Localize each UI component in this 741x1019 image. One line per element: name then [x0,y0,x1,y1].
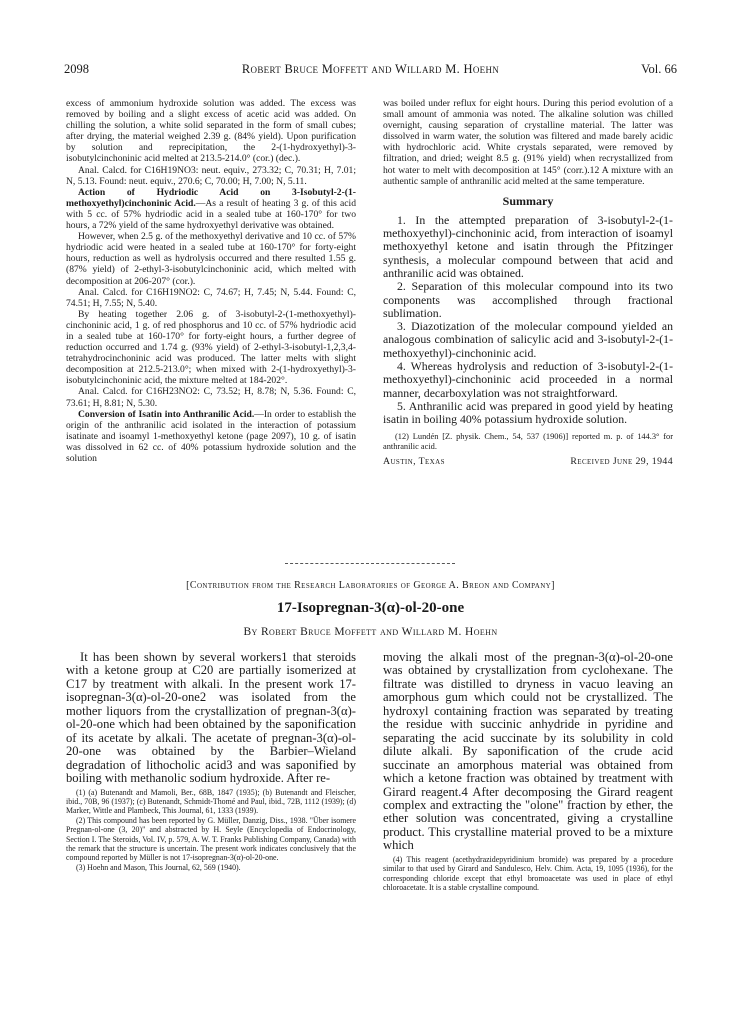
top-left-column [66,98,356,464]
summary-item: 5. Anthranilic acid was prepared in good yield by heating isatin in boiling 40% potassium hydroxide solution. [383,398,673,427]
article-title: 17-Isopregnan-3(α)-ol-20-one [276,600,465,616]
paragraph: It has been shown by several workers1 that steroids with a ketone group at C20 are partially isomerized at C17 by treatment with alkali. In the present work 17-isopregnan-3(α)-ol-20-one2 was isolated from the mother liquors from the crystallization of pregnan-3(α)-ol-20-one which had been obtained by the saponification of its acetate by alkali. The acetate of pregnan-3(α)-ol-20-one was obtained by the Barbier–Wieland degradation of lithocholic acid3 and was saponified by boiling with methanolic sodium hydroxide. After re- [66,650,356,786]
analysis-line: Anal. Calcd. for C16H19NO3: neut. equiv., 273.32; C, 70.31; H, 7.01; N, 5.13. Found: neut. equiv., 270.6; C, 70.00; H, 7.00; N, 5.11. [66,164,356,187]
divider [285,563,455,564]
running-head [64,62,677,78]
top-right-column [383,98,673,470]
bottom-right-column [383,651,673,892]
summary-item: 4. Whereas hydrolysis and reduction of 3-isobutyl-2-(1-methoxyethyl)-cinchoninic acid proceeded in a normal manner, decarboxylation was not straightforward. [383,359,673,400]
paragraph: Action of Hydriodic Acid on 3-Isobutyl-2-(1-methoxyethyl)cinchoninic Acid.—As a result of heating 3 g. of this acid with 5 cc. of 57% hydriodic acid in a sealed tube at 160-170° for two hours, a 72% yield of the same hydroxyethyl derivative was obtained. [66,186,357,232]
byline: By Robert Bruce Moffett and Willard M. Hoehn [243,626,498,638]
footnotes [383,855,673,893]
place: Austin, Texas [383,455,445,467]
footnote: (2) This compound has been reported by G. Müller, Danzig, Diss., 1938. "Über isomere Pregnan-ol-one (3, 20)" and abstracted by H. Seyle (Encyclopedia of Endocrinology, Section I. The Steroids, Vol. IV, p. 579, A. W. T. Franks Publishing Company, Canada) with the remark that the structure is uncertain. The present work indicates conclusively that the compound reported by Müller is not 17-isopregnan-3(α)-ol-20-one. [66,815,356,863]
section-heading: Conversion of Isatin into Anthranilic Acid. [78,408,255,420]
paragraph: However, when 2.5 g. of the methoxyethyl derivative and 10 cc. of 57% hydriodic acid were heated in a sealed tube at 160-170° for forty-eight hours, reduction as well as hydrolysis occurred and there resulted 1.55 g. (87% yield) of 2-ethyl-3-isobutylcinchoninic acid, which melted with decomposition at 206-207° (cor.). [66,231,356,287]
received-date: Received June 29, 1944 [570,455,673,467]
section-heading: Action of Hydriodic Acid on 3-Isobutyl-2-(1-methoxyethyl)cinchoninic Acid. [66,186,356,209]
page-number: 2098 [64,62,89,76]
footnotes [66,788,356,873]
footnote: (12) Lundén [Z. physik. Chem., 54, 537 (1906)] reported m. p. of 144.3° for anthranilic acid. [383,431,673,451]
paragraph: was boiled under reflux for eight hours. During this period evolution of a small amount of ammonia was noted. The alkaline solution was chilled overnight, causing separation of crystalline material. The latter was dissolved in warm water, the solution was filtered and made barely acidic with hydrochloric acid. White crystals separated, were removed by filtration, and dried; weight 8.5 g. (91% yield) when recrystallized from hot water to melt with decomposition at 145° (corr.).12 A mixture with an authentic sample of anthranilic acid melted at the same temperature. [383,98,673,187]
paragraph: Conversion of Isatin into Anthranilic Acid.—In order to establish the origin of the anthranilic acid isolated in the interaction of potassium isatinate and isoamyl 1-methoxyethyl ketone (page 2097), 10 g. of isatin was dissolved in 62 cc. of 40% potassium hydroxide solution and the solution [66,408,356,464]
footnote: (1) (a) Butenandt and Mamoli, Ber., 68B, 1847 (1935); (b) Butenandt and Fleischer, ibid., 70B, 96 (1937); (c) Butenandt, Schmidt-Thomé and Paul, ibid., 72B, 1112 (1939); (d) Marker, Wittle and Plambeck, This Journal, 61, 1333 (1939). [66,787,356,816]
footnote: (4) This reagent (acethydrazidepyridinium bromide) was prepared by a procedure similar to that used by Girard and Sandulesco, Helv. Chim. Acta, 19, 1095 (1936), for the corresponding chloride except that ethyl bromoacetate was used in place of ethyl chloroacetate. It is a stable crystalline compound. [383,854,673,893]
paragraph: excess of ammonium hydroxide solution was added. The excess was removed by boiling and a slight excess of acetic acid was added. On chilling the solution, a white solid separated in the form of small cubes; after drying, the material weighed 2.39 g. (84% yield). Upon purification by solution and reprecipitation, the 2-(1-hydroxyethyl)-3-isobutylcinchoninic acid melted at 213.5-214.0° (cor.) (dec.). [66,98,356,165]
analysis-line: Anal. Calcd. for C16H19NO2: C, 74.67; H, 7.45; N, 5.44. Found: C, 74.51; H, 7.55; N, 5.40. [66,286,356,309]
summary-item: 1. In the attempted preparation of 3-isobutyl-2-(1-methoxyethyl)-cinchoninic acid, from interaction of isoamyl methoxyethyl ketone and isatin through the Pfitzinger synthesis, a molecular compound between that acid and anthranilic acid was obtained. [383,212,673,280]
summary-item: 3. Diazotization of the molecular compound yielded an analogous combination of salicylic acid and 3-isobutyl-2-(1-methoxyethyl)-cinchoninic acid. [383,319,673,360]
summary-heading: Summary [502,193,554,208]
bottom-left-column [66,651,356,872]
running-head-authors: Robert Bruce Moffett and Willard M. Hoehn [241,62,500,76]
summary [383,214,673,427]
paragraph: moving the alkali most of the pregnan-3(α)-ol-20-one was obtained by crystallization from cyclohexane. The filtrate was distilled to dryness in vacuo leaving an amorphous gum which could not be crystallized. The hydroxyl containing fraction was separated by treating the residue with succinic anhydride in pyridine and separating the acid succinate by its solubility in cold dilute alkali. By saponification of the crude acid succinate an amorphous material was obtained from which a ketone fraction was obtained by treatment with Girard reagent.4 After decomposing the Girard reagent complex and extracting the "olone" fraction by ether, the ether solution was concentrated, giving a crystalline product. This crystalline material proved to be a mixture which [383,650,673,853]
summary-item: 2. Separation of this molecular compound into its two components was accomplished through fractional sublimation. [383,279,673,320]
footnote: (3) Hoehn and Mason, This Journal, 62, 569 (1940). [76,862,241,872]
analysis-line: Anal. Calcd. for C16H23NO2: C, 73.52; H, 8.78; N, 5.36. Found: C, 73.61; H, 8.81; N, 5.30. [66,386,356,409]
signature-line [383,456,673,470]
contribution-line: [Contribution from the Research Laboratories of George A. Breon and Company] [186,580,555,591]
volume-label: Vol. 66 [641,62,677,76]
paragraph: By heating together 2.06 g. of 3-isobutyl-2-(1-methoxyethyl)-cinchoninic acid, 1 g. of red phosphorus and 10 cc. of 57% hydriodic acid in a sealed tube at 160-170° for forty-eight hours, a further degree of reduction occurred and 1.74 g. (93% yield) of 2-ethyl-3-isobutyl-1,2,3,4-tetrahydrocinchoninic acid was produced. The latter melts with slight decomposition at 212.5-213.0°; when mixed with 2-(1-hydroxyethyl)-3-isobutylcinchoninic acid, the mixture melted at 184-202°. [66,308,356,387]
